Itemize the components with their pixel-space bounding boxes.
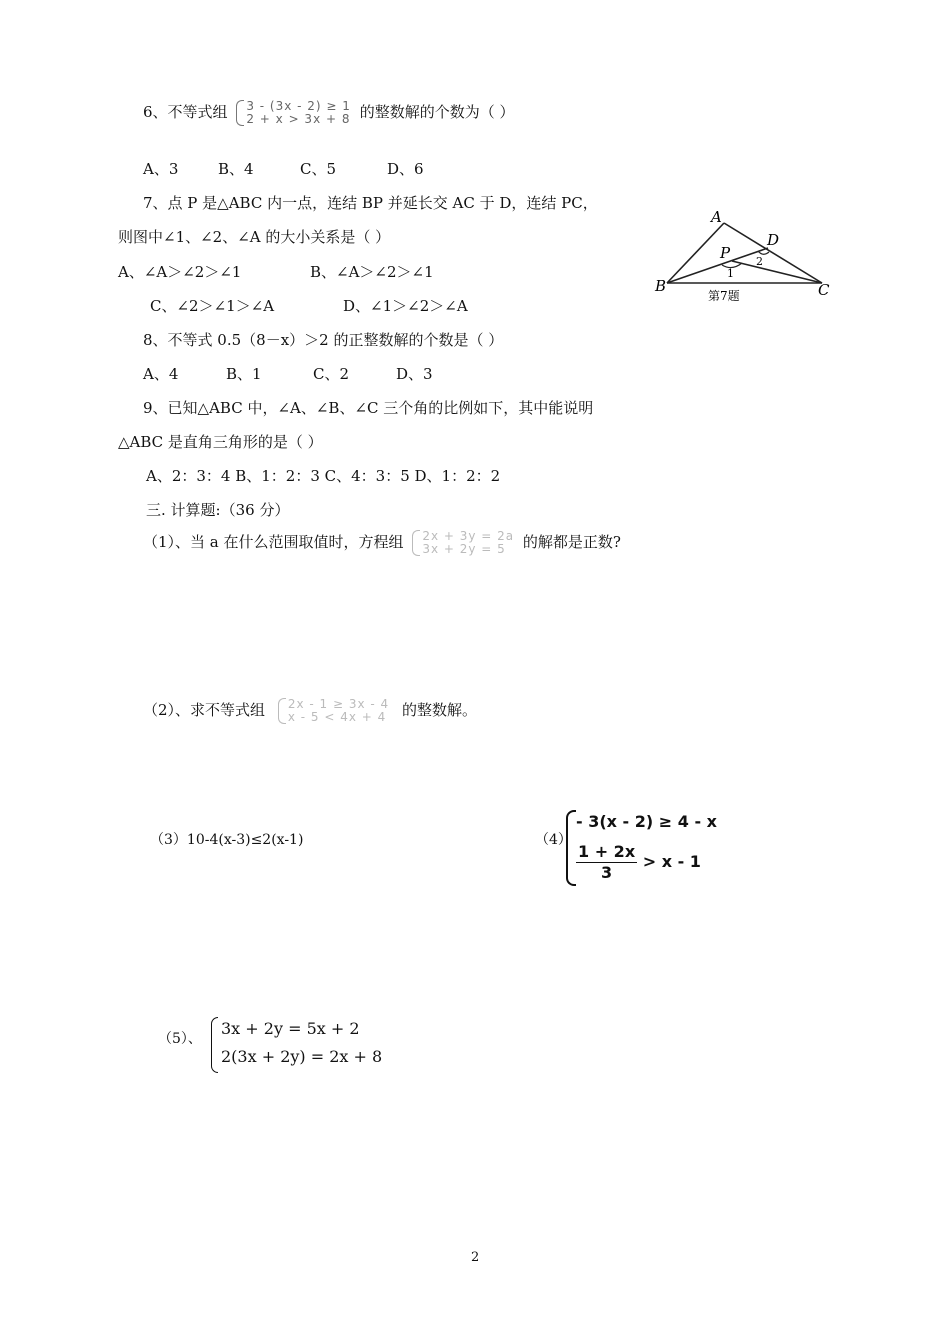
q7-option-d: D、∠1＞∠2＞∠A — [343, 297, 468, 315]
q6-prefix: 6、不等式组 — [143, 103, 228, 121]
label-d: D — [767, 231, 780, 249]
p2-brace — [278, 698, 286, 724]
q7-line-2: 则图中∠1、∠2、∠A 的大小关系是（ ） — [118, 228, 391, 246]
q7-option-a: A、∠A＞∠2＞∠1 — [118, 263, 242, 281]
q6-option-b: B、4 — [218, 160, 254, 178]
p4-row-2 — [576, 842, 701, 883]
p2-system — [278, 698, 389, 724]
q6-line — [143, 100, 515, 126]
q6-brace — [236, 100, 244, 126]
label-p: P — [720, 244, 731, 262]
q7-line-1: 7、点 P 是△ABC 内一点，连结 BP 并延长交 AC 于 D，连结 PC， — [143, 194, 598, 212]
p1-line — [143, 530, 621, 556]
q6-option-d: D、6 — [387, 160, 424, 178]
p5-row-2: 2(3x + 2y) = 2x + 8 — [221, 1047, 383, 1066]
p5-brace — [211, 1017, 218, 1073]
q9-line-2: △ABC 是直角三角形的是（ ） — [118, 433, 323, 451]
q6-option-a: A、3 — [143, 160, 179, 178]
p4-fraction-denominator: 3 — [601, 863, 613, 882]
p2-system-row-1: 2x - 1 ≥ 3x - 4 — [287, 697, 390, 711]
p4-fraction-numerator: 1 + 2x — [578, 842, 636, 861]
p4-row-2-rest: > x - 1 — [642, 852, 701, 871]
p2-prefix: （2）、求不等式组 — [143, 701, 266, 719]
q6-system-row-1: 3 - (3x - 2) ≥ 1 — [246, 99, 351, 113]
section-3-title: 三. 计算题:（36 分） — [146, 501, 290, 519]
q7-option-b: B、∠A＞∠2＞∠1 — [310, 263, 434, 281]
q6-system-row-2: 2 + x > 3x + 8 — [246, 112, 351, 126]
p4-brace — [566, 810, 576, 886]
q8-option-d: D、3 — [396, 365, 433, 383]
p1-system — [412, 530, 514, 556]
p1-prefix: （1）、当 a 在什么范围取值时，方程组 — [143, 533, 404, 551]
q7-triangle-figure — [650, 205, 850, 305]
p4-fraction — [576, 842, 637, 883]
label-1: 1 — [727, 267, 734, 280]
p1-system-row-2: 3x + 2y = 5 — [422, 542, 506, 556]
p5-label: （5）、 — [158, 1031, 202, 1047]
p4-row-1: - 3(x - 2) ≥ 4 - x — [576, 812, 717, 831]
line-pc — [732, 261, 822, 283]
p5-row-1: 3x + 2y = 5x + 2 — [221, 1019, 360, 1038]
p1-brace — [412, 530, 420, 556]
q6-system — [236, 100, 351, 126]
q6-suffix: 的整数解的个数为（ ） — [359, 103, 515, 121]
p1-system-row-1: 2x + 3y = 2a — [422, 529, 515, 543]
p2-line — [143, 698, 477, 724]
q6-option-c: C、5 — [300, 160, 337, 178]
label-2: 2 — [756, 255, 763, 268]
label-c: C — [818, 281, 830, 299]
q8-option-a: A、4 — [143, 365, 179, 383]
q8-line: 8、不等式 0.5（8－x）＞2 的正整数解的个数是（ ） — [143, 331, 504, 349]
q7-option-c: C、∠2＞∠1＞∠A — [150, 297, 275, 315]
page-number: 2 — [471, 1250, 480, 1265]
p4-system — [566, 808, 736, 888]
q8-option-b: B、1 — [226, 365, 262, 383]
p2-system-row-2: x - 5 < 4x + 4 — [287, 710, 387, 724]
p2-suffix: 的整数解。 — [401, 701, 477, 719]
p4-label: （4） — [535, 832, 572, 848]
q9-options: A、2：3：4 B、1：2：3 C、4：3：5 D、1：2：2 — [146, 467, 501, 485]
p5-system — [211, 1015, 411, 1075]
p3-line: （3）10-4(x-3)≤2(x-1) — [150, 832, 304, 848]
p1-suffix: 的解都是正数? — [522, 533, 621, 551]
label-a: A — [711, 208, 722, 226]
q8-option-c: C、2 — [313, 365, 350, 383]
edge-ab — [667, 223, 724, 283]
q9-line-1: 9、已知△ABC 中，∠A、∠B、∠C 三个角的比例如下，其中能说明 — [143, 399, 594, 417]
figure-caption: 第7题 — [708, 289, 740, 303]
label-b: B — [655, 277, 667, 295]
